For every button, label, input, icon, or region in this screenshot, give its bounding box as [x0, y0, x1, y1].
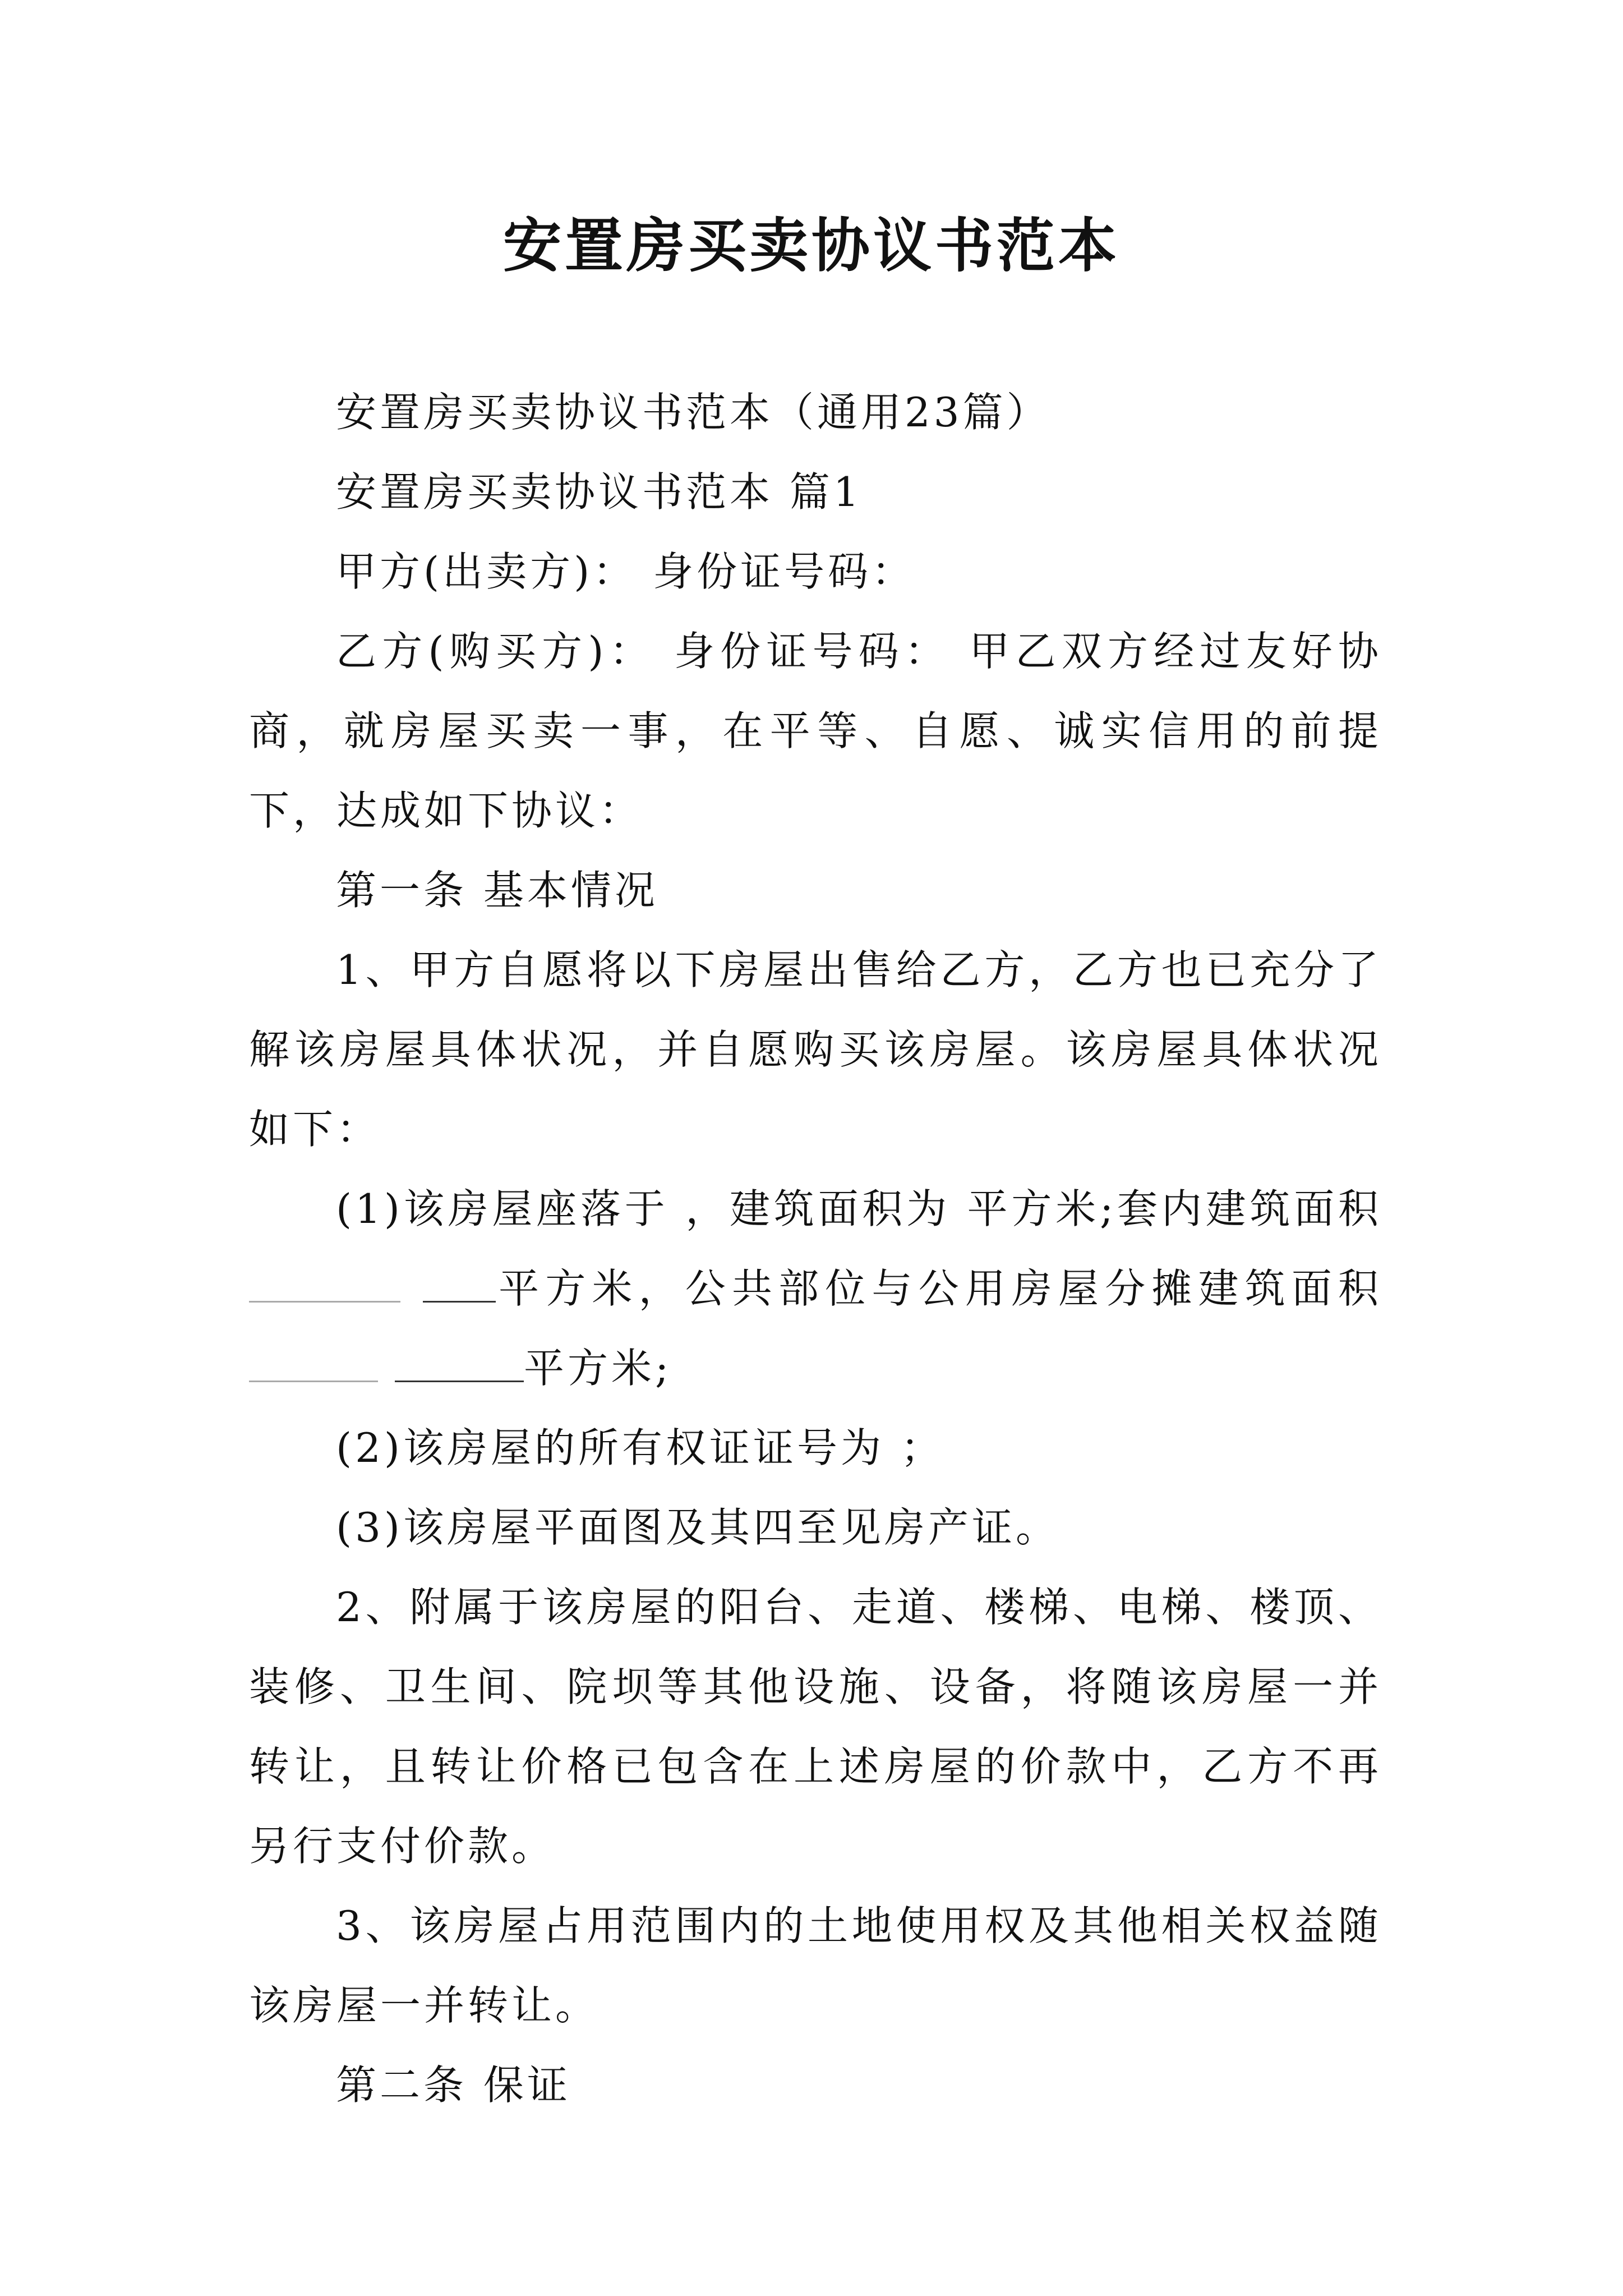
blank-line	[249, 1340, 378, 1382]
paragraph-subtitle: 安置房买卖协议书范本（通用23篇）	[336, 389, 1050, 436]
paragraph-clause-1: 1、甲方自愿将以下房屋出售给乙方，乙方也已充分了解该房屋具体状况，并自愿购买该房屋。该房屋具体状况如下：	[249, 946, 1382, 1153]
blank-line	[249, 1260, 400, 1303]
paragraph-clause-3: 3、该房屋占用范围内的土地使用权及其他相关权益随该房屋一并转让。	[249, 1902, 1382, 2029]
paragraph-clause-1-3: (3)该房屋平面图及其四至见房产证。	[336, 1504, 1059, 1551]
document-body	[249, 372, 1382, 2125]
paragraph-clause-1-1	[249, 1169, 1382, 1408]
document-title: 安置房买卖协议书范本	[502, 211, 1120, 280]
paragraph-party-b: 乙方(购买方)： 身份证号码： 甲乙双方经过友好协商，就房屋买卖一事，在平等、自愿、诚实信用的前提下，达成如下协议：	[249, 628, 1382, 834]
paragraph-article-2-heading: 第二条 保证	[336, 2062, 571, 2109]
blank-line	[423, 1260, 496, 1303]
paragraph-clause-1-2: (2)该房屋的所有权证证号为 ；	[336, 1424, 944, 1471]
paragraph-clause-2: 2、附属于该房屋的阳台、走道、楼梯、电梯、楼顶、装修、卫生间、院坝等其他设施、设备，将随该房屋一并转让，且转让价格已包含在上述房屋的价款中，乙方不再另行支付价款。	[249, 1584, 1382, 1870]
paragraph-article-1-heading: 第一条 基本情况	[336, 867, 658, 914]
blank-line	[395, 1340, 524, 1382]
clause-1-1-text-b: 平方米，公共部位与公用房屋分摊建筑面积	[496, 1265, 1382, 1312]
clause-1-1-text-c: 平方米;	[524, 1345, 672, 1392]
paragraph-party-a: 甲方(出卖方)： 身份证号码：	[336, 548, 916, 595]
clause-1-1-text-a: (1)该房屋座落于 ，建筑面积为 平方米;套内建筑面积	[336, 1185, 1382, 1232]
paragraph-section-heading: 安置房买卖协议书范本 篇1	[336, 468, 863, 516]
